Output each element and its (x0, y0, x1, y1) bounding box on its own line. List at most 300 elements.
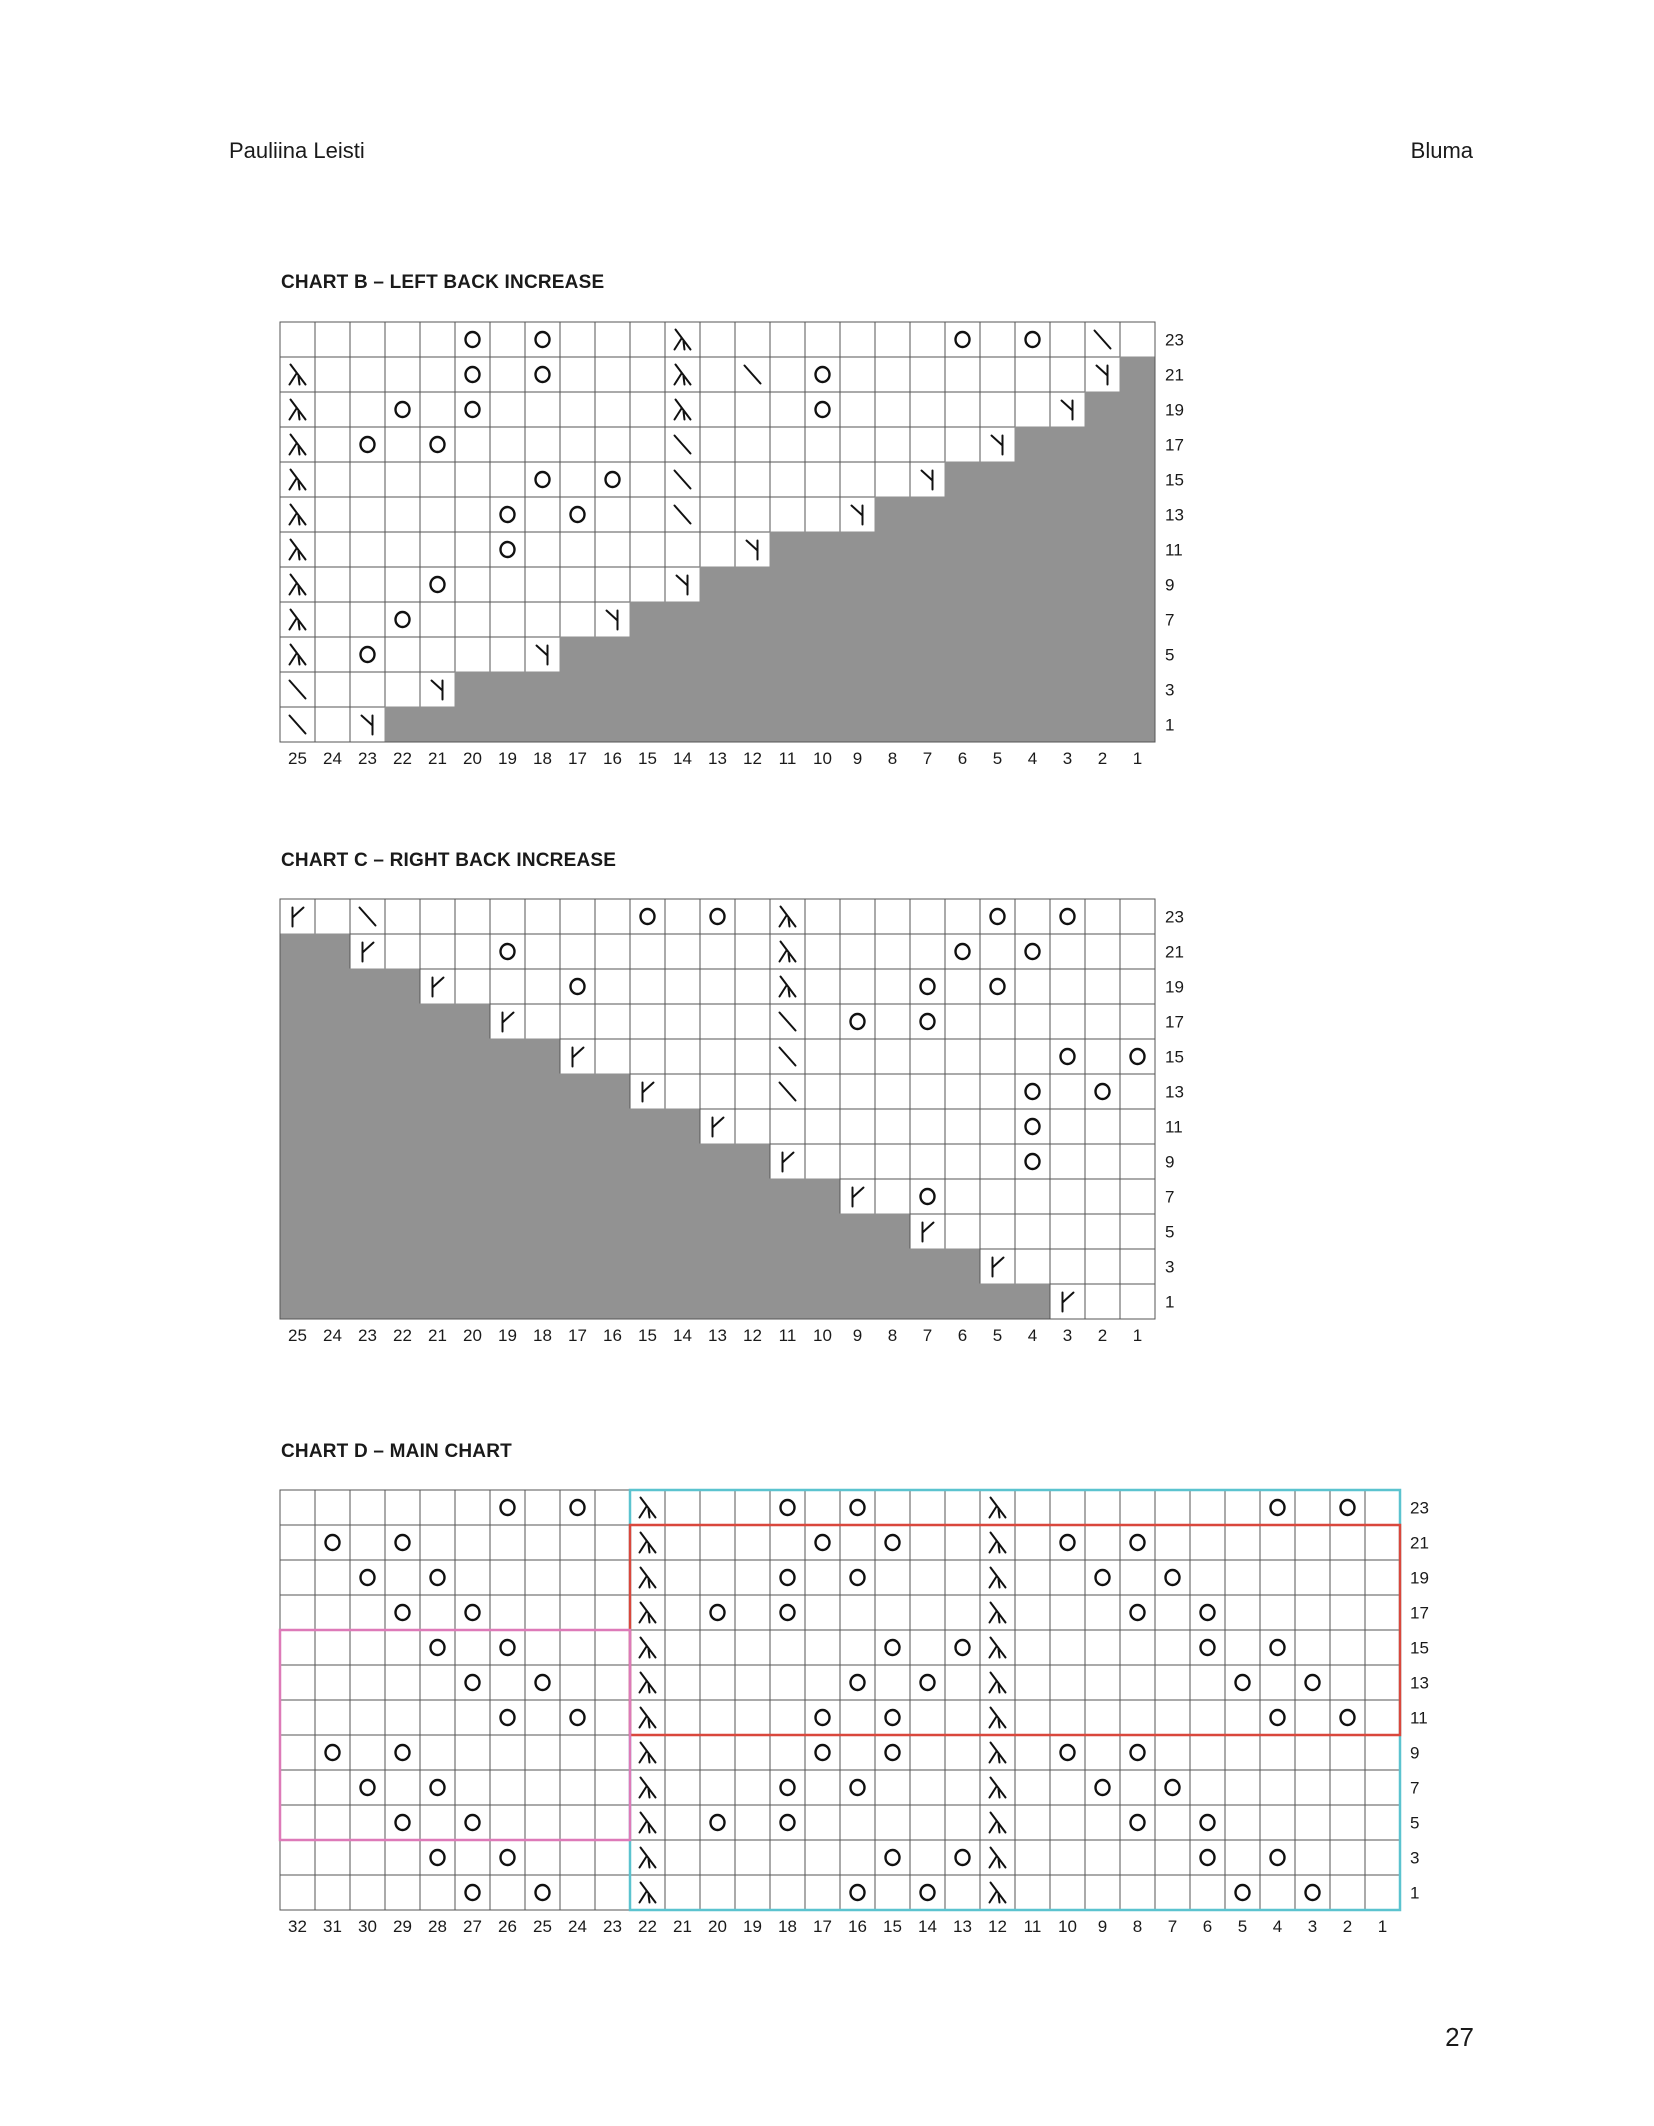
stitch-cell (875, 322, 910, 357)
stitch-cell (805, 1039, 840, 1074)
row-label: 17 (1165, 435, 1184, 455)
stitch-cell (875, 1735, 910, 1770)
stitch-cell (315, 392, 350, 427)
no-stitch-cell (455, 1284, 490, 1319)
no-stitch-cell (630, 672, 665, 707)
no-stitch-cell (1120, 392, 1155, 427)
column-label: 23 (358, 749, 377, 768)
stitch-cell (1330, 1770, 1365, 1805)
no-stitch-cell (735, 672, 770, 707)
stitch-cell (595, 1840, 630, 1875)
stitch-cell (490, 1840, 525, 1875)
stitch-cell (420, 532, 455, 567)
no-stitch-cell (700, 1249, 735, 1284)
row-label: 19 (1165, 400, 1184, 420)
stitch-cell (980, 1144, 1015, 1179)
stitch-cell (1295, 1490, 1330, 1525)
stitch-cell (1120, 1630, 1155, 1665)
stitch-cell (980, 1179, 1015, 1214)
stitch-cell (630, 357, 665, 392)
stitch-cell (560, 427, 595, 462)
stitch-cell (1120, 1735, 1155, 1770)
column-label: 7 (1167, 1917, 1178, 1936)
stitch-cell (1120, 1770, 1155, 1805)
no-stitch-cell (700, 1214, 735, 1249)
no-stitch-cell (1085, 392, 1120, 427)
stitch-cell (665, 1875, 700, 1910)
column-label: 13 (708, 749, 727, 768)
stitch-cell (1015, 1805, 1050, 1840)
stitch-cell (770, 357, 805, 392)
no-stitch-cell (1085, 497, 1120, 532)
stitch-cell (1050, 1074, 1085, 1109)
no-stitch-cell (840, 637, 875, 672)
stitch-cell (1295, 1840, 1330, 1875)
column-label: 11 (778, 749, 797, 768)
column-label: 21 (428, 749, 447, 768)
no-stitch-cell (490, 707, 525, 742)
stitch-cell (350, 672, 385, 707)
stitch-cell (770, 1144, 805, 1179)
stitch-cell (455, 1700, 490, 1735)
stitch-cell (1225, 1560, 1260, 1595)
stitch-cell (770, 497, 805, 532)
stitch-cell (560, 1004, 595, 1039)
stitch-cell (770, 1525, 805, 1560)
stitch-cell (1085, 1179, 1120, 1214)
stitch-cell (595, 1595, 630, 1630)
stitch-cell (490, 1525, 525, 1560)
stitch-cell (770, 462, 805, 497)
no-stitch-cell (945, 532, 980, 567)
row-label: 1 (1165, 715, 1175, 735)
no-stitch-cell (770, 567, 805, 602)
stitch-cell (700, 497, 735, 532)
stitch-cell (630, 969, 665, 1004)
stitch-cell (315, 602, 350, 637)
no-stitch-cell (1120, 672, 1155, 707)
stitch-cell (420, 1770, 455, 1805)
no-stitch-cell (1120, 497, 1155, 532)
stitch-cell (490, 392, 525, 427)
no-stitch-cell (490, 1179, 525, 1214)
stitch-cell (490, 1560, 525, 1595)
stitch-cell (1295, 1700, 1330, 1735)
stitch-cell (735, 1109, 770, 1144)
stitch-cell (875, 1179, 910, 1214)
stitch-cell (525, 532, 560, 567)
row-label: 21 (1410, 1533, 1429, 1553)
stitch-cell (840, 1700, 875, 1735)
stitch-cell (630, 1004, 665, 1039)
stitch-cell (770, 1109, 805, 1144)
no-stitch-cell (945, 1284, 980, 1319)
stitch-cell (490, 899, 525, 934)
chart-b-grid (280, 322, 1184, 768)
column-label: 29 (393, 1917, 412, 1936)
stitch-cell (385, 1490, 420, 1525)
stitch-cell (1365, 1735, 1400, 1770)
stitch-cell (525, 1840, 560, 1875)
stitch-cell (700, 1630, 735, 1665)
column-label: 10 (813, 1326, 832, 1345)
stitch-cell (910, 899, 945, 934)
no-stitch-cell (350, 1214, 385, 1249)
stitch-cell (1225, 1630, 1260, 1665)
stitch-cell (490, 462, 525, 497)
stitch-cell (980, 1004, 1015, 1039)
no-stitch-cell (1015, 672, 1050, 707)
stitch-cell (490, 934, 525, 969)
no-stitch-cell (875, 707, 910, 742)
stitch-cell (840, 392, 875, 427)
no-stitch-cell (770, 637, 805, 672)
stitch-cell (980, 934, 1015, 969)
stitch-cell (490, 1805, 525, 1840)
column-label: 4 (1027, 1326, 1038, 1345)
stitch-cell (735, 1840, 770, 1875)
stitch-cell (595, 969, 630, 1004)
stitch-cell (455, 1490, 490, 1525)
no-stitch-cell (385, 1039, 420, 1074)
no-stitch-cell (805, 1214, 840, 1249)
stitch-cell (1190, 1735, 1225, 1770)
no-stitch-cell (1015, 602, 1050, 637)
stitch-cell (700, 1805, 735, 1840)
stitch-cell (525, 1490, 560, 1525)
no-stitch-cell (350, 1284, 385, 1319)
stitch-cell (315, 1560, 350, 1595)
stitch-cell (630, 934, 665, 969)
stitch-cell (1365, 1770, 1400, 1805)
stitch-cell (1120, 1074, 1155, 1109)
stitch-cell (805, 1595, 840, 1630)
stitch-cell (1085, 1805, 1120, 1840)
no-stitch-cell (665, 1109, 700, 1144)
stitch-cell (560, 1840, 595, 1875)
stitch-cell (455, 1875, 490, 1910)
no-stitch-cell (735, 1249, 770, 1284)
stitch-cell (700, 1770, 735, 1805)
row-label: 11 (1165, 1117, 1183, 1137)
stitch-cell (1225, 1490, 1260, 1525)
stitch-cell (560, 392, 595, 427)
no-stitch-cell (490, 1214, 525, 1249)
no-stitch-cell (1120, 707, 1155, 742)
stitch-cell (525, 567, 560, 602)
row-label: 7 (1165, 1187, 1175, 1207)
stitch-cell (735, 1700, 770, 1735)
stitch-cell (1085, 1735, 1120, 1770)
stitch-cell (350, 1770, 385, 1805)
stitch-cell (1190, 1525, 1225, 1560)
stitch-cell (350, 934, 385, 969)
no-stitch-cell (315, 1039, 350, 1074)
stitch-cell (420, 497, 455, 532)
stitch-cell (1225, 1735, 1260, 1770)
stitch-cell (1155, 1630, 1190, 1665)
stitch-cell (700, 1004, 735, 1039)
stitch-cell (385, 1840, 420, 1875)
stitch-cell (560, 462, 595, 497)
stitch-cell (385, 934, 420, 969)
no-stitch-cell (770, 602, 805, 637)
column-label: 2 (1097, 1326, 1108, 1345)
no-stitch-cell (980, 602, 1015, 637)
stitch-cell (420, 1875, 455, 1910)
stitch-cell (1330, 1665, 1365, 1700)
stitch-cell (1365, 1700, 1400, 1735)
stitch-cell (1050, 1700, 1085, 1735)
stitch-cell (595, 1525, 630, 1560)
page-number: 27 (1445, 2022, 1474, 2052)
no-stitch-cell (1120, 462, 1155, 497)
stitch-cell (490, 1700, 525, 1735)
no-stitch-cell (910, 1284, 945, 1319)
stitch-cell (630, 1039, 665, 1074)
stitch-cell (420, 1630, 455, 1665)
column-label: 24 (323, 749, 342, 768)
stitch-cell (420, 1700, 455, 1735)
column-label: 5 (1237, 1917, 1248, 1936)
stitch-cell (315, 1665, 350, 1700)
stitch-cell (595, 357, 630, 392)
row-label: 17 (1165, 1012, 1184, 1032)
stitch-cell (1225, 1840, 1260, 1875)
stitch-cell (770, 1595, 805, 1630)
stitch-cell (805, 1735, 840, 1770)
stitch-cell (875, 1490, 910, 1525)
stitch-cell (420, 1560, 455, 1595)
no-stitch-cell (875, 1214, 910, 1249)
stitch-cell (385, 322, 420, 357)
stitch-cell (455, 637, 490, 672)
no-stitch-cell (315, 1179, 350, 1214)
stitch-cell (665, 1805, 700, 1840)
stitch-cell (1050, 969, 1085, 1004)
stitch-cell (700, 969, 735, 1004)
stitch-cell (490, 1665, 525, 1700)
no-stitch-cell (630, 1214, 665, 1249)
stitch-cell (1155, 1525, 1190, 1560)
no-stitch-cell (805, 567, 840, 602)
stitch-cell (280, 1560, 315, 1595)
no-stitch-cell (665, 707, 700, 742)
stitch-cell (630, 462, 665, 497)
stitch-cell (945, 1560, 980, 1595)
stitch-cell (1295, 1525, 1330, 1560)
no-stitch-cell (910, 532, 945, 567)
no-stitch-cell (910, 497, 945, 532)
column-label: 12 (988, 1917, 1007, 1936)
no-stitch-cell (350, 1179, 385, 1214)
stitch-cell (1120, 1004, 1155, 1039)
column-label: 6 (1202, 1917, 1213, 1936)
stitch-cell (1085, 1490, 1120, 1525)
stitch-cell (1190, 1770, 1225, 1805)
no-stitch-cell (455, 1109, 490, 1144)
column-label: 26 (498, 1917, 517, 1936)
stitch-cell (805, 1525, 840, 1560)
row-label: 23 (1165, 907, 1184, 927)
stitch-cell (455, 934, 490, 969)
stitch-cell (805, 1109, 840, 1144)
no-stitch-cell (385, 1144, 420, 1179)
no-stitch-cell (560, 707, 595, 742)
column-label: 11 (778, 1326, 797, 1345)
stitch-cell (770, 1770, 805, 1805)
stitch-cell (420, 1525, 455, 1560)
no-stitch-cell (315, 1284, 350, 1319)
stitch-cell (350, 567, 385, 602)
no-stitch-cell (1015, 427, 1050, 462)
no-stitch-cell (1050, 532, 1085, 567)
stitch-cell (595, 1665, 630, 1700)
stitch-cell (280, 1665, 315, 1700)
no-stitch-cell (350, 1039, 385, 1074)
stitch-cell (770, 392, 805, 427)
no-stitch-cell (560, 1284, 595, 1319)
stitch-cell (525, 1735, 560, 1770)
stitch-cell (420, 1735, 455, 1770)
row-label: 7 (1165, 610, 1175, 630)
stitch-cell (315, 462, 350, 497)
stitch-cell (1190, 1840, 1225, 1875)
column-label: 23 (603, 1917, 622, 1936)
column-label: 4 (1027, 749, 1038, 768)
stitch-cell (455, 392, 490, 427)
stitch-cell (1015, 1630, 1050, 1665)
stitch-cell (735, 1525, 770, 1560)
column-label: 3 (1307, 1917, 1318, 1936)
no-stitch-cell (840, 532, 875, 567)
no-stitch-cell (945, 672, 980, 707)
stitch-cell (525, 1700, 560, 1735)
stitch-cell (1120, 969, 1155, 1004)
stitch-cell (700, 427, 735, 462)
stitch-cell (875, 1560, 910, 1595)
stitch-cell (1050, 357, 1085, 392)
stitch-cell (1295, 1665, 1330, 1700)
stitch-cell (420, 899, 455, 934)
stitch-cell (805, 1074, 840, 1109)
stitch-cell (1120, 1665, 1155, 1700)
no-stitch-cell (525, 1109, 560, 1144)
no-stitch-cell (630, 1144, 665, 1179)
stitch-cell (525, 392, 560, 427)
no-stitch-cell (630, 1249, 665, 1284)
stitch-cell (735, 1074, 770, 1109)
no-stitch-cell (455, 1249, 490, 1284)
no-stitch-cell (700, 637, 735, 672)
row-label: 5 (1165, 645, 1175, 665)
no-stitch-cell (525, 707, 560, 742)
no-stitch-cell (595, 1214, 630, 1249)
no-stitch-cell (315, 1249, 350, 1284)
no-stitch-cell (420, 1214, 455, 1249)
stitch-cell (980, 392, 1015, 427)
stitch-cell (840, 427, 875, 462)
stitch-cell (700, 1665, 735, 1700)
stitch-cell (1155, 1735, 1190, 1770)
stitch-cell (1015, 1875, 1050, 1910)
stitch-cell (805, 1665, 840, 1700)
stitch-cell (910, 1179, 945, 1214)
stitch-cell (1050, 1805, 1085, 1840)
column-label: 20 (463, 1326, 482, 1345)
stitch-cell (1015, 969, 1050, 1004)
stitch-cell (350, 602, 385, 637)
stitch-cell (560, 1700, 595, 1735)
stitch-cell (420, 1840, 455, 1875)
stitch-cell (910, 1525, 945, 1560)
no-stitch-cell (770, 1214, 805, 1249)
stitch-cell (805, 427, 840, 462)
column-label: 8 (887, 749, 898, 768)
no-stitch-cell (490, 672, 525, 707)
chart-d-title: CHART D – MAIN CHART (281, 1441, 512, 1462)
stitch-cell (280, 1595, 315, 1630)
no-stitch-cell (455, 1039, 490, 1074)
stitch-cell (595, 392, 630, 427)
stitch-cell (735, 497, 770, 532)
stitch-cell (385, 1770, 420, 1805)
no-stitch-cell (1050, 427, 1085, 462)
stitch-cell (1190, 1560, 1225, 1595)
no-stitch-cell (840, 672, 875, 707)
no-stitch-cell (560, 1249, 595, 1284)
stitch-cell (595, 1490, 630, 1525)
column-label: 25 (533, 1917, 552, 1936)
stitch-cell (980, 1039, 1015, 1074)
stitch-cell (595, 1735, 630, 1770)
stitch-cell (1015, 1525, 1050, 1560)
stitch-cell (1120, 1560, 1155, 1595)
stitch-cell (700, 1700, 735, 1735)
column-label: 24 (568, 1917, 587, 1936)
stitch-cell (490, 637, 525, 672)
stitch-cell (595, 497, 630, 532)
no-stitch-cell (840, 1249, 875, 1284)
stitch-cell (770, 322, 805, 357)
stitch-cell (875, 1004, 910, 1039)
stitch-cell (1155, 1560, 1190, 1595)
column-label: 4 (1272, 1917, 1283, 1936)
no-stitch-cell (595, 1284, 630, 1319)
stitch-cell (945, 322, 980, 357)
stitch-cell (805, 1700, 840, 1735)
no-stitch-cell (560, 1109, 595, 1144)
stitch-cell (525, 357, 560, 392)
column-label: 19 (498, 1326, 517, 1345)
no-stitch-cell (980, 672, 1015, 707)
no-stitch-cell (595, 1109, 630, 1144)
stitch-cell (385, 1805, 420, 1840)
stitch-cell (1155, 1490, 1190, 1525)
stitch-cell (910, 1770, 945, 1805)
no-stitch-cell (945, 637, 980, 672)
stitch-cell (1120, 934, 1155, 969)
stitch-cell (560, 497, 595, 532)
no-stitch-cell (805, 1284, 840, 1319)
stitch-cell (1365, 1490, 1400, 1525)
stitch-cell (1015, 1039, 1050, 1074)
no-stitch-cell (630, 1179, 665, 1214)
stitch-cell (350, 1595, 385, 1630)
no-stitch-cell (385, 1109, 420, 1144)
stitch-cell (1050, 899, 1085, 934)
stitch-cell (1050, 1179, 1085, 1214)
